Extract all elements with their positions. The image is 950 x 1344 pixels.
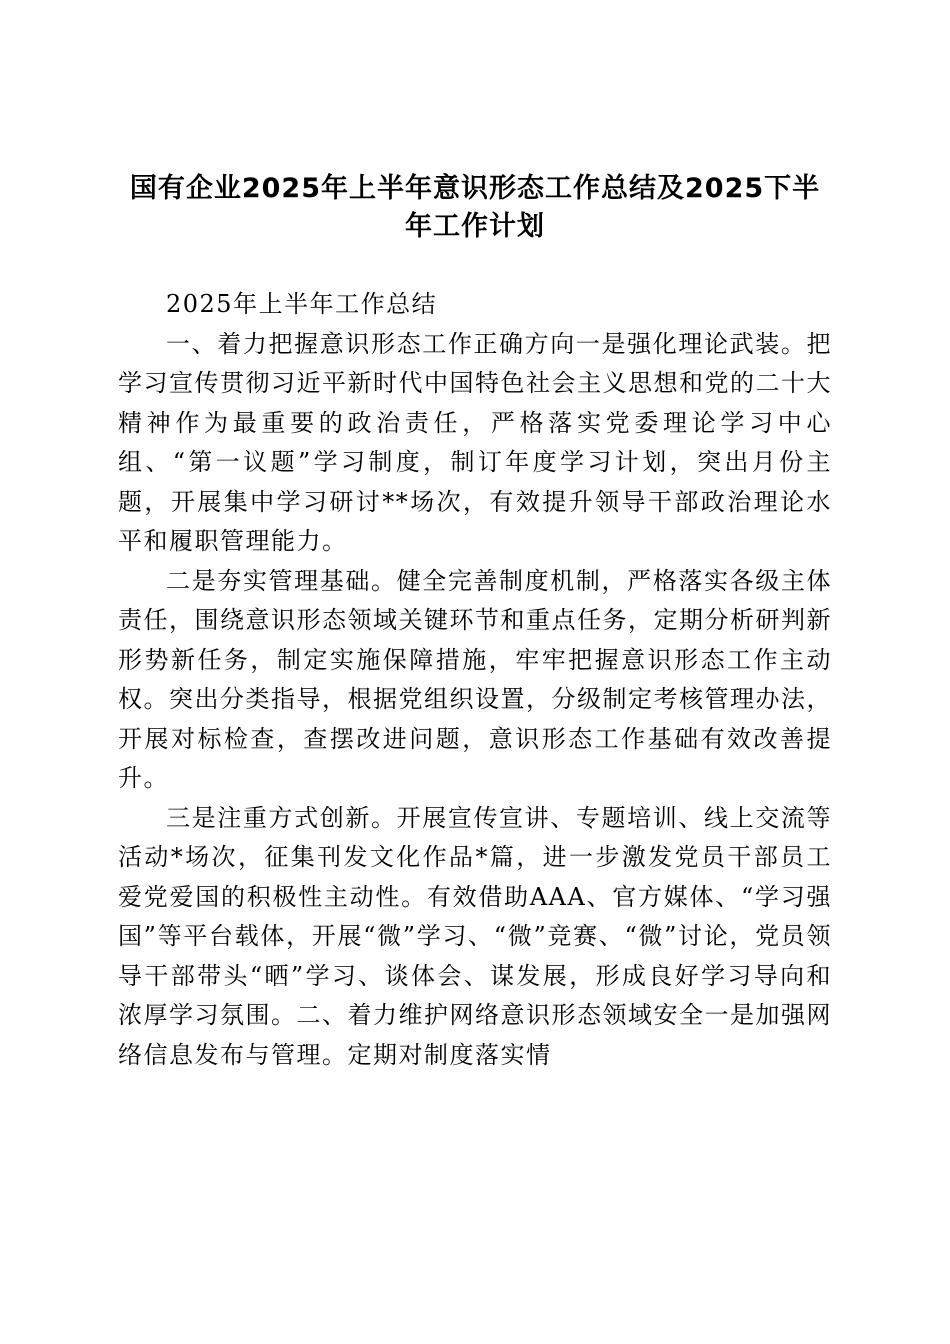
document-title: 国有企业2025年上半年意识形态工作总结及2025下半年工作计划 — [129, 173, 821, 242]
section-heading: 2025年上半年工作总结 — [166, 290, 438, 318]
paragraph-1: 一、着力把握意识形态工作正确方向一是强化理论武装。把学习宣传贯彻习近平新时代中国特色社会主义思想和党的二十大精神作为最重要的政治责任，严格落实党委理论学习中心组、“第一议题”学习制度，制订年度学习计划，突出月份主题，开展集中学习研讨**场次，有效提升领导干部政治理论水平和履职管理能力。 — [118, 329, 832, 555]
paragraph-2: 二是夯实管理基础。健全完善制度机制，严格落实各级主体责任，围绕意识形态领域关键环节和重点任务，定期分析研判新形势新任务，制定实施保障措施，牢牢把握意识形态工作主动权。突出分类指导，根据党组织设置，分级制定考核管理办法，开展对标检查，查摆改进问题，意识形态工作基础有效改善提升。 — [118, 566, 832, 792]
document-body — [118, 285, 832, 1075]
paragraph-3: 三是注重方式创新。开展宣传宣讲、专题培训、线上交流等活动*场次，征集刊发文化作品*篇，进一步激发党员干部员工爱党爱国的积极性主动性。有效借助AAA、官方媒体、“学习强国”等平台载体，开展“微”学习、“微”竞赛、“微”讨论，党员领导干部带头“晒”学习、谈体会、谋发展，形成良好学习导向和浓厚学习氛围。二、着力维护网络意识形态领域安全一是加强网络信息发布与管理。定期对制度落实情 — [118, 803, 832, 1069]
